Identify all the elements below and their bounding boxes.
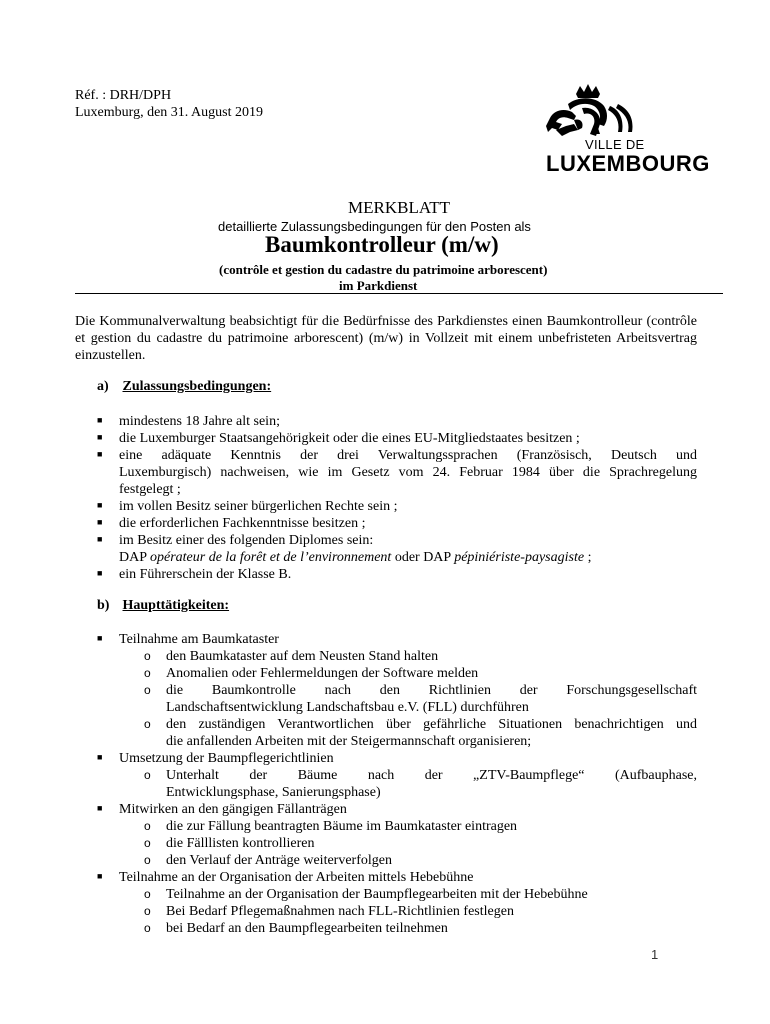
square-bullet-icon: ■ [97,752,103,762]
page-subtitle: detaillierte Zulassungsbedingungen für den Posten als [218,219,531,234]
diploma-suffix: ; [587,550,592,565]
diploma-connector: oder DAP [394,550,451,565]
list-item: im Besitz einer des folgenden Diplomes sein: [119,533,374,548]
task-group-title: Teilnahme am Baumkataster [119,632,279,647]
list-item: im vollen Besitz seiner bürgerlichen Rechte sein ; [119,499,398,514]
task-group-title: Umsetzung der Baumpflegerichtlinien [119,751,334,766]
circle-bullet-icon: o [144,853,151,867]
square-bullet-icon: ■ [97,803,103,813]
circle-bullet-icon: o [144,836,151,850]
circle-bullet-icon: o [144,904,151,918]
reference-line: Réf. : DRH/DPH [75,88,172,103]
square-bullet-icon: ■ [97,534,103,544]
circle-bullet-icon: o [144,921,151,935]
square-bullet-icon: ■ [97,517,103,527]
task-item-continuation: Entwicklungsphase, Sanierungsphase) [166,785,381,800]
task-item: den Verlauf der Anträge weiterverfolgen [166,853,392,868]
page-number: 1 [651,947,659,962]
circle-bullet-icon: o [144,717,151,731]
circle-bullet-icon: o [144,666,151,680]
task-item: die zur Fällung beantragten Bäume im Baumkataster eintragen [166,819,518,834]
circle-bullet-icon: o [144,887,151,901]
circle-bullet-icon: o [144,768,151,782]
section-b-title: Haupttätigkeiten: [122,598,230,613]
task-item: Bei Bedarf Pflegemaßnahmen nach FLL-Richtlinien festlegen [166,904,514,919]
date-line: Luxemburg, den 31. August 2019 [75,105,263,120]
task-item: bei Bedarf an den Baumpflegearbeiten teilnehmen [166,921,448,936]
task-item-continuation: die anfallenden Arbeiten mit der Steigermannschaft organisieren; [166,734,532,749]
circle-bullet-icon: o [144,819,151,833]
circle-bullet-icon: o [144,649,151,663]
section-a-title: Zulassungsbedingungen: [122,379,272,394]
task-item: die Baumkontrolle nach den Richtlinien der Forschungsgesellschaft [166,683,697,698]
diploma-name-1: opérateur de la forêt et de l’environnement [150,550,392,565]
city-logo [538,84,710,180]
square-bullet-icon: ■ [97,500,103,510]
job-subtitle-1: (contrôle et gestion du cadastre du patrimoine arborescent) [219,262,548,277]
section-b-heading [97,598,229,614]
section-b-label: b) [97,598,110,613]
task-group-title: Teilnahme an der Organisation der Arbeiten mittels Hebebühne [119,870,474,885]
diploma-prefix: DAP [119,550,147,565]
list-item-continuation: festgelegt ; [119,482,181,497]
job-subtitle-2: im Parkdienst [339,278,418,293]
list-item: mindestens 18 Jahre alt sein; [119,414,280,429]
task-item: den Baumkataster auf dem Neusten Stand halten [166,649,439,664]
task-group-title: Mitwirken an den gängigen Fällanträgen [119,802,347,817]
task-item: Unterhalt der Bäume nach der „ZTV-Baumpflege“ (Aufbauphase, [166,768,697,783]
section-a-label: a) [97,379,109,394]
square-bullet-icon: ■ [97,568,103,578]
diploma-line [119,549,697,566]
list-item: die erforderlichen Fachkenntnisse besitzen ; [119,516,366,531]
square-bullet-icon: ■ [97,633,103,643]
task-item: Teilnahme an der Organisation der Baumpflegearbeiten mit der Hebebühne [166,887,588,902]
task-item: die Fälllisten kontrollieren [166,836,315,851]
horizontal-rule [75,293,723,294]
reference-block [75,87,263,121]
logo-line-big: LUXEMBOURG [546,151,710,176]
logo-line-small: VILLE DE [585,137,645,152]
square-bullet-icon: ■ [97,449,103,459]
square-bullet-icon: ■ [97,432,103,442]
square-bullet-icon: ■ [97,871,103,881]
task-item: den zuständigen Verantwortlichen über gefährliche Situationen benachrichtigen und [166,717,697,732]
circle-bullet-icon: o [144,683,151,697]
task-item-continuation: Landschaftsentwicklung Landschaftsbau e.V. (FLL) durchführen [166,700,529,715]
job-title: Baumkontrolleur (m/w) [265,232,499,257]
task-item: Anomalien oder Fehlermeldungen der Software melden [166,666,479,681]
intro-paragraph: Die Kommunalverwaltung beabsichtigt für die Bedürfnisse des Parkdienstes einen Baumkontrolleur (contrôle et gestion du cadastre du patrimoine arborescent) (m/w) in Vollzeit mit einem unbefristeten Arbeitsvertrag einzustellen. [75,314,697,363]
diploma-name-2: pépiniériste-paysagiste [454,550,585,565]
list-item: ein Führerschein der Klasse B. [119,567,292,582]
list-item: eine adäquate Kenntnis der drei Verwaltungssprachen (Französisch, Deutsch und [119,448,697,463]
page-title: MERKBLATT [348,198,450,217]
square-bullet-icon: ■ [97,415,103,425]
section-a-heading [97,379,271,395]
list-item: die Luxemburger Staatsangehörigkeit oder die eines EU-Mitgliedstaates besitzen ; [119,431,580,446]
list-item-continuation: Luxemburgisch) nachweisen, wie im Gesetz vom 24. Februar 1984 über die Sprachregelung [119,465,697,480]
